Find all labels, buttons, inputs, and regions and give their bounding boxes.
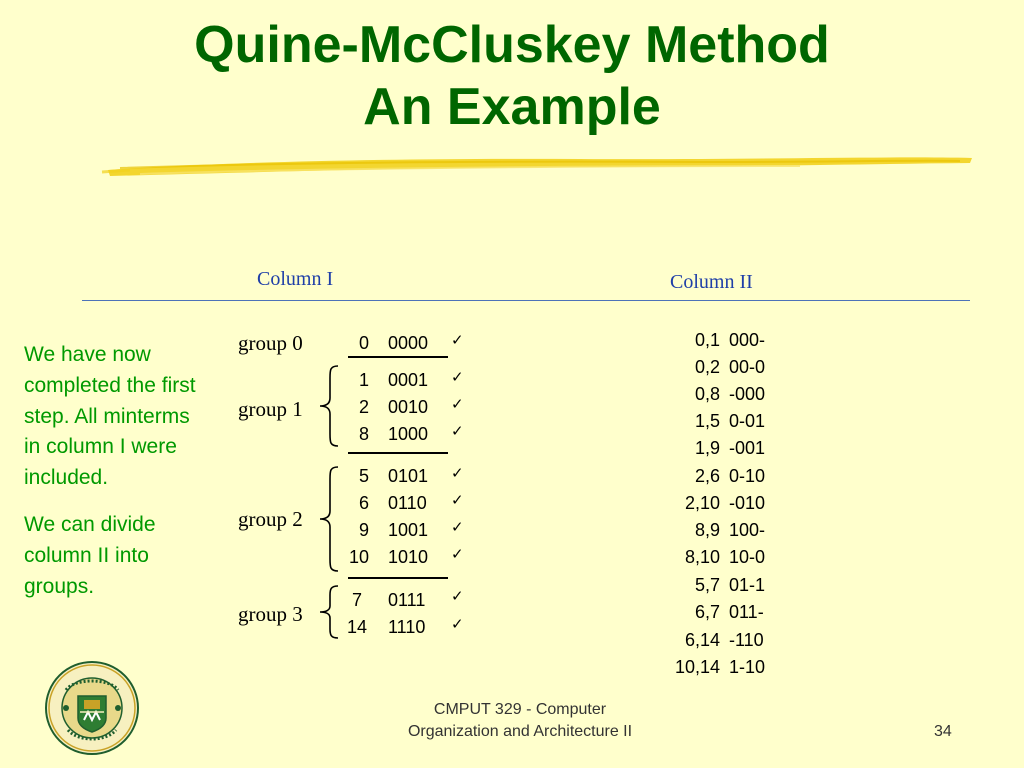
check-mark: ✓	[451, 491, 464, 509]
minterm-number: 5	[358, 466, 369, 486]
pair-pattern: -001	[729, 438, 766, 458]
group-separator	[348, 356, 448, 358]
pair-pattern: 00-0	[729, 357, 766, 377]
pair-pattern: 100-	[729, 520, 766, 540]
footer-line-2: Organization and Architecture II	[407, 723, 633, 740]
side-paragraph-2: We can divide column II into groups.	[24, 512, 156, 598]
column-1-header: Column I	[257, 268, 334, 290]
slide-footer	[340, 699, 700, 743]
university-logo	[44, 660, 140, 756]
pair-pattern: -010	[729, 493, 766, 513]
pair-pattern: 01-1	[729, 575, 766, 595]
pair-minterms: 6,14	[684, 630, 720, 650]
minterm-number: 0	[358, 333, 369, 353]
pair-minterms: 8,9	[694, 520, 720, 540]
check-mark: ✓	[451, 587, 464, 605]
group-label-1: group 1	[238, 397, 303, 421]
title-line-2: An Example	[363, 78, 661, 136]
check-mark: ✓	[451, 422, 464, 440]
pair-minterms: 1,5	[694, 411, 720, 431]
minterm-number: 2	[358, 397, 369, 417]
pair-pattern: 0-01	[729, 411, 766, 431]
pair-minterms: 2,10	[684, 493, 720, 513]
minterm-binary: 0000	[388, 333, 429, 353]
pair-minterms: 5,7	[694, 575, 720, 595]
pair-minterms: 1,9	[694, 438, 720, 458]
title-line-1: Quine-McCluskey Method	[194, 16, 830, 74]
pair-minterms: 6,7	[694, 602, 720, 622]
check-mark: ✓	[451, 545, 464, 563]
pair-minterms: 0,1	[694, 330, 720, 350]
highlighter-underline	[100, 150, 980, 180]
minterm-binary: 0001	[388, 370, 429, 390]
check-mark: ✓	[451, 464, 464, 482]
minterm-number: 7	[351, 590, 362, 610]
minterm-number: 6	[358, 493, 369, 513]
pair-pattern: 000-	[729, 330, 766, 350]
check-mark: ✓	[451, 615, 464, 633]
minterm-binary: 0010	[388, 397, 429, 417]
minterm-binary: 1001	[388, 520, 429, 540]
pair-pattern: -000	[729, 384, 766, 404]
minterm-binary: 0101	[388, 466, 429, 486]
check-mark: ✓	[451, 518, 464, 536]
minterm-number: 14	[346, 617, 367, 637]
pair-pattern: 10-0	[729, 547, 766, 567]
pair-pattern: 011-	[729, 602, 764, 622]
pair-pattern: -110	[729, 630, 764, 650]
pair-minterms: 10,14	[674, 657, 720, 677]
minterm-number: 9	[358, 520, 369, 540]
pair-pattern: 0-10	[729, 466, 766, 486]
group-separator	[348, 452, 448, 454]
group-label-0: group 0	[238, 331, 303, 355]
minterm-binary: 0110	[388, 493, 427, 513]
column-2-header: Column II	[670, 271, 753, 293]
check-mark: ✓	[451, 331, 464, 349]
side-paragraph-1: We have now completed the first step. All minterms in column I were included.	[24, 343, 196, 490]
group-label-3: group 3	[238, 602, 303, 626]
minterm-number: 10	[348, 547, 369, 567]
pair-pattern: 1-10	[729, 657, 766, 677]
minterm-binary: 1000	[388, 424, 429, 444]
slide-title	[0, 14, 1024, 138]
group-label-2: group 2	[238, 507, 303, 531]
pair-minterms: 2,6	[694, 466, 720, 486]
minterm-number: 8	[358, 424, 369, 444]
minterm-binary: 1010	[388, 547, 429, 567]
pair-minterms: 0,8	[694, 384, 720, 404]
check-mark: ✓	[451, 368, 464, 386]
pair-minterms: 0,2	[694, 357, 720, 377]
footer-line-1: CMPUT 329 - Computer	[433, 701, 607, 718]
minterm-number: 1	[358, 370, 369, 390]
check-mark: ✓	[451, 395, 464, 413]
page-number: 34	[934, 723, 952, 740]
pair-minterms: 8,10	[684, 547, 720, 567]
header-divider	[82, 300, 970, 301]
minterm-binary: 1110	[388, 617, 426, 637]
minterm-binary: 0111	[388, 590, 426, 610]
group-separator	[348, 577, 448, 579]
side-explanation	[24, 340, 199, 618]
